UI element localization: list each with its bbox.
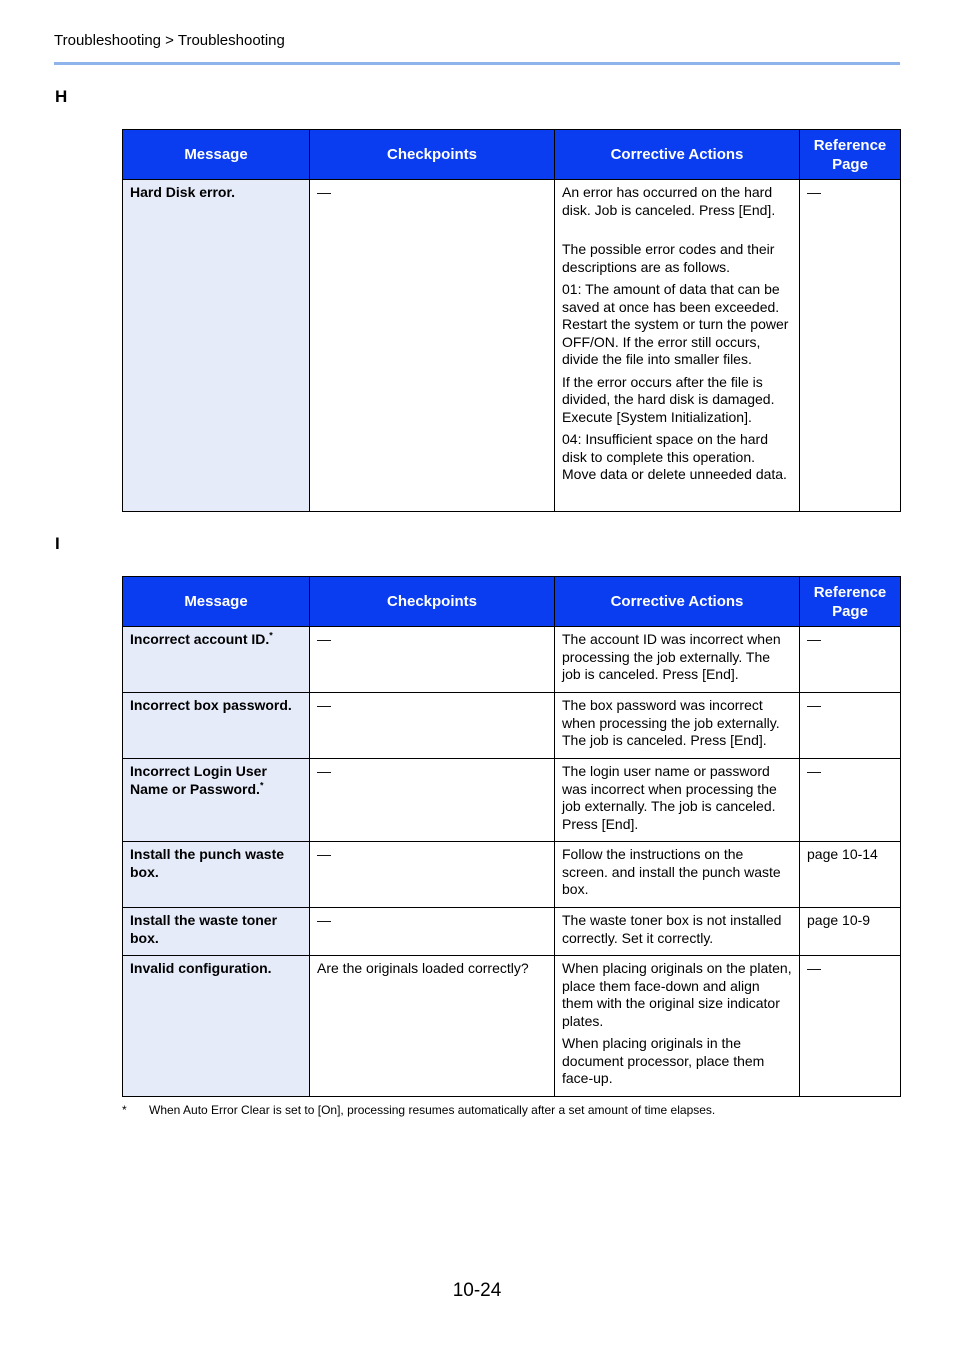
reference-cell: — [800, 693, 901, 759]
checkpoints-cell: — [310, 759, 555, 842]
message-text: Install the waste toner box. [130, 912, 278, 946]
message-cell [123, 180, 310, 512]
action-text: The login user name or password was incorrect when processing the job externally. The job is canceled. Press [End]. [562, 763, 777, 832]
reference-cell: — [800, 627, 901, 693]
column-header-actions: Corrective Actions [555, 577, 800, 627]
message-text: Incorrect box password. [130, 697, 292, 713]
reference-cell: — [800, 759, 901, 842]
actions-cell [555, 627, 800, 693]
reference-cell: page 10-14 [800, 842, 901, 908]
checkpoints-cell: — [310, 180, 555, 512]
table-row [123, 759, 901, 842]
footnote-mark: * [259, 779, 264, 790]
column-header-reference: Reference Page [800, 130, 901, 180]
footnote-mark: * [269, 630, 273, 641]
page-number: 10-24 [452, 1280, 502, 1301]
message-cell [123, 693, 310, 759]
action-text: The box password was incorrect when processing the job externally. The job is canceled. Press [End]. [562, 697, 780, 748]
message-text: Incorrect Login User Name or Password. [130, 763, 267, 797]
actions-cell [555, 693, 800, 759]
reference-cell: — [800, 956, 901, 1097]
checkpoints-cell: — [310, 693, 555, 759]
footnote-marker: * [122, 1103, 127, 1117]
action-text: 04: Insufficient space on the hard disk to complete this operation. Move data or delete unneeded data. [562, 431, 787, 482]
message-cell [123, 842, 310, 908]
checkpoints-cell: Are the originals loaded correctly? [310, 956, 555, 1097]
troubleshooting-table-i [122, 576, 901, 1097]
actions-cell [555, 759, 800, 842]
column-header-reference: Reference Page [800, 577, 901, 627]
message-cell [123, 627, 310, 693]
footnote-text: When Auto Error Clear is set to [On], processing resumes automatically after a set amount of time elapses. [149, 1103, 716, 1117]
table-row [123, 842, 901, 908]
actions-cell [555, 842, 800, 908]
message-cell [123, 908, 310, 956]
breadcrumb: Troubleshooting > Troubleshooting [54, 32, 285, 49]
column-header-checkpoints: Checkpoints [310, 577, 555, 627]
table-row [123, 627, 901, 693]
checkpoints-cell: — [310, 842, 555, 908]
footnote [122, 1103, 715, 1118]
message-cell [123, 759, 310, 842]
troubleshooting-table-h [122, 129, 901, 512]
checkpoints-cell: — [310, 908, 555, 956]
actions-cell [555, 180, 800, 512]
message-text: Install the punch waste box. [130, 846, 285, 880]
table-row [123, 180, 901, 512]
section-letter-h: H [55, 87, 68, 106]
action-text: The account ID was incorrect when processing the job externally. The job is canceled. Press [End]. [562, 631, 781, 682]
action-text: An error has occurred on the hard disk. Job is canceled. Press [End]. [562, 184, 776, 218]
action-text: Follow the instructions on the screen. and install the punch waste box. [562, 846, 781, 897]
action-text: When placing originals in the document processor, place them face-up. [562, 1035, 765, 1086]
table-row [123, 693, 901, 759]
action-text: The waste toner box is not installed correctly. Set it correctly. [562, 912, 782, 946]
column-header-message: Message [123, 130, 310, 180]
action-text: The possible error codes and their descriptions are as follows. [562, 241, 775, 275]
action-text: When placing originals on the platen, place them face-down and align them with the original size indicator plates. [562, 960, 792, 1029]
table-row [123, 908, 901, 956]
table-header-row [123, 577, 901, 627]
table-row [123, 956, 901, 1097]
actions-cell [555, 956, 800, 1097]
action-text: 01: The amount of data that can be saved at once has been exceeded. Restart the system or turn the power OFF/ON. If the error still occurs, divide the file into smaller files. [562, 281, 789, 367]
message-text: Hard Disk error. [130, 184, 236, 200]
actions-cell [555, 908, 800, 956]
message-text: Incorrect account ID. [130, 631, 270, 647]
reference-cell: — [800, 180, 901, 512]
header-rule [54, 62, 900, 65]
column-header-actions: Corrective Actions [555, 130, 800, 180]
column-header-message: Message [123, 577, 310, 627]
message-text: Invalid configuration. [130, 960, 272, 976]
column-header-checkpoints: Checkpoints [310, 130, 555, 180]
action-text: If the error occurs after the file is divided, the hard disk is damaged. Execute [System Initialization]. [562, 373, 775, 425]
message-cell [123, 956, 310, 1097]
table-header-row [123, 130, 901, 180]
section-letter-i: I [55, 534, 60, 553]
reference-cell: page 10-9 [800, 908, 901, 956]
checkpoints-cell: — [310, 627, 555, 693]
